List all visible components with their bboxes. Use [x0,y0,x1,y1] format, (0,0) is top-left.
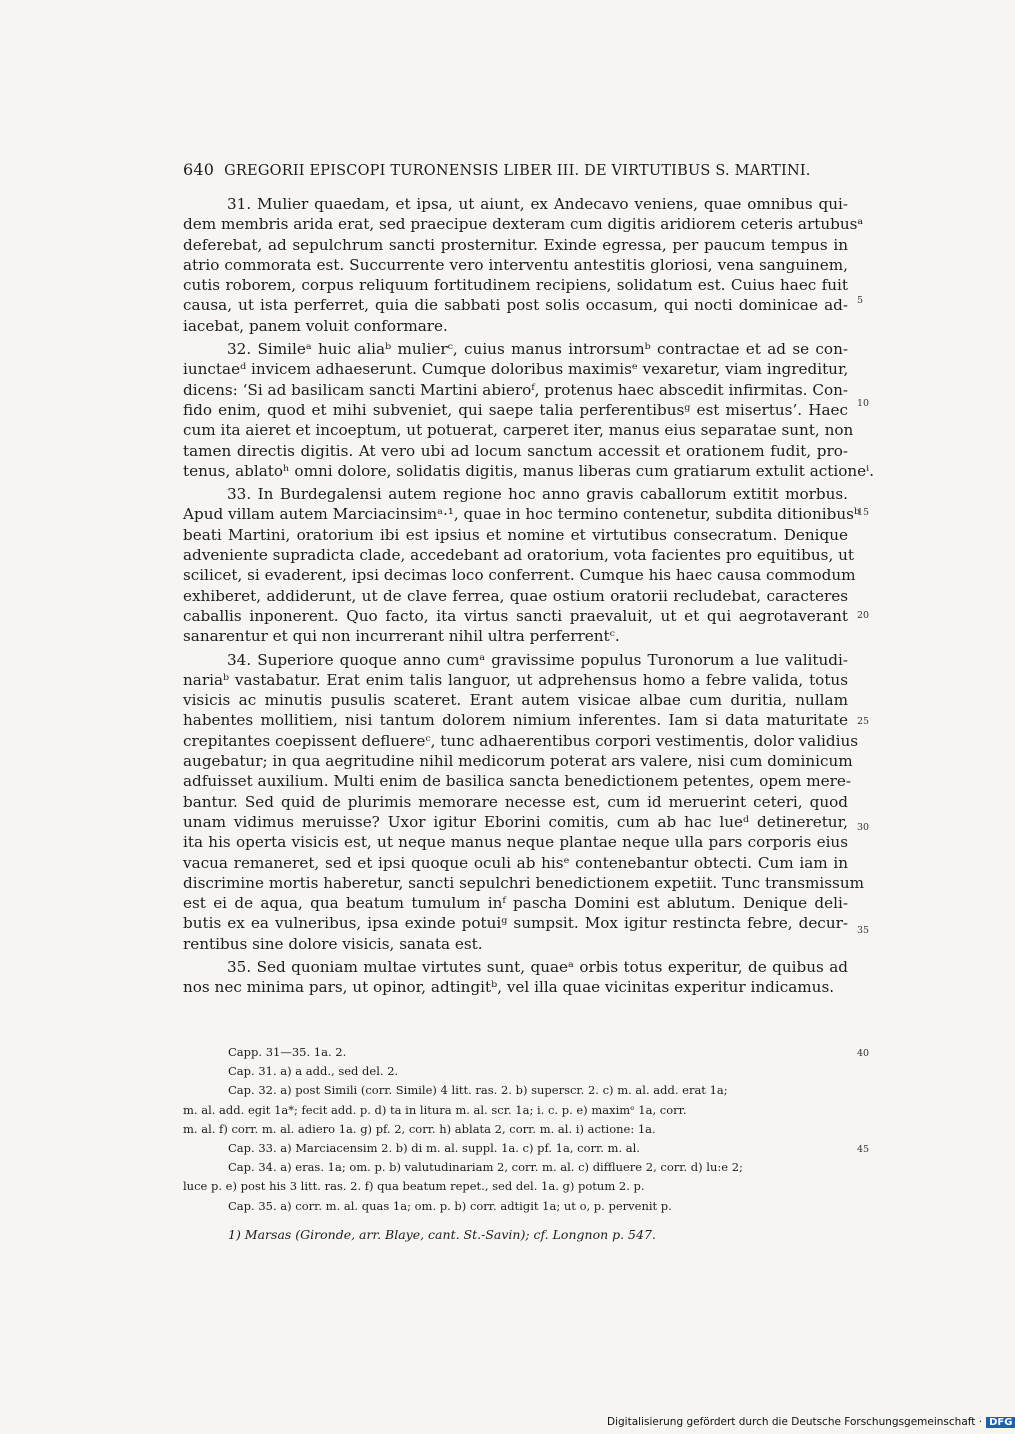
line-number: 5 [857,295,864,306]
text-line: habentes mollitiem, nisi tantum dolorem nimium inferentes. Iam si data maturitate [183,711,848,730]
text-line: causa, ut ista perferret, quia die sabbati post solis occasum, qui nocti dominicae ad- [183,296,848,315]
apparatus-line: m. al. add. egit 1a*; fecit add. p. d) ta in litura m. al. scr. 1a; i. c. p. e) maximᵉ 1a, corr. [183,1102,687,1117]
paragraph [183,194,864,336]
line-number: 10 [857,398,870,409]
text-line: iunctaeᵈ invicem adhaeserunt. Cumque doloribus maximisᵉ vexaretur, viam ingreditur, [183,360,849,379]
text-line: sanarentur et qui non incurrerant nihil ultra perferrentᶜ. [183,627,620,646]
dfg-logo: DFG [986,1417,1015,1428]
text-line: 35. Sed quoniam multae virtutes sunt, quaeᵃ orbis totus experitur, de quibus ad [227,957,848,976]
text-line: augebatur; in qua aegritudine nihil medicorum poterat ars valere, nisi cum dominicum [183,752,853,771]
apparatus-line: Cap. 31. a) a add., sed del. 2. [228,1064,399,1079]
apparatus-line: Cap. 34. a) eras. 1a; om. p. b) valutudinariam 2, corr. m. al. c) diffluere 2, corr. d) lu:e 2; [228,1160,743,1175]
text-line: crepitantes coepissent defluereᶜ, tunc adhaerentibus corpori vestimentis, dolor validius [183,731,859,750]
critical-apparatus [183,1043,848,1216]
text-line: tenus, ablatoʰ omni dolore, solidatis digitis, manus liberas cum gratiarum extulit actioneⁱ. [183,461,875,480]
text-line: nariaᵇ vastabatur. Erat enim talis languor, ut adprehensus homo a febre valida, totus [183,670,848,689]
paragraph [183,957,848,998]
line-number: 25 [857,716,870,727]
text-line: rentibus sine dolore visicis, sanata est. [183,934,483,953]
apparatus-line: Cap. 33. a) Marciacensim 2. b) di m. al. suppl. 1a. c) pf. 1a, corr. m. al. [228,1140,640,1155]
text-line: butis ex ea vulneribus, ipsa exinde potuiᵍ sumpsit. Mox igitur restincta febre, decur- [183,914,848,933]
text-line: dicens: ‘Si ad basilicam sancti Martini abieroᶠ, protenus haec abscedit infirmitas. Con- [183,380,849,399]
text-line: vacua remaneret, sed et ipsi quoque oculi ab hisᵉ contenebantur obtecti. Cum iam in [183,853,848,872]
text-line: visicis ac minutis pusulis scateret. Erant autem visicae albae cum duritia, nullam [183,691,848,710]
text-line: scilicet, si evaderent, ipsi decimas loco conferrent. Cumque his haec causa commodum [183,566,856,585]
credit-text: Digitalisierung gefördert durch die Deutsche Forschungsgemeinschaft · [607,1416,983,1428]
line-number: 30 [857,822,870,833]
text-line: caballis inponerent. Quo facto, ita virtus sancti praevaluit, ut et qui aegrotaverant [183,606,848,625]
text-line: bantur. Sed quid de plurimis memorare necesse est, cum id meruerint ceteri, quod [183,792,848,811]
text-line: fido enim, quod et mihi subveniet, qui saepe talia perferentibusᵍ est misertus’. Haec [183,400,848,419]
apparatus-line: Cap. 32. a) post Simili (corr. Simile) 4 litt. ras. 2. b) superscr. 2. c) m. al. add. erat 1a; [228,1083,728,1098]
text-line: nos nec minima pars, ut opinor, adtingitᵇ, vel illa quae vicinitas experitur indicamus. [183,978,835,997]
paragraph [183,484,860,646]
text-line: 31. Mulier quaedam, et ipsa, ut aiunt, ex Andecavo veniens, quae omnibus qui- [227,195,848,213]
text-line: exhiberet, addiderunt, ut de clave ferrea, quae ostium oratorii recludebat, caracteres [183,586,848,605]
text-line: est ei de aqua, qua beatum tumulum inᶠ pascha Domini est ablutum. Denique deli- [183,894,848,913]
apparatus-line-number: 45 [857,1144,870,1155]
text-line: Apud villam autem Marciacinsimᵃ·¹, quae in hoc termino contenetur, subdita ditionibusᵇ [183,505,860,524]
text-line: cutis roborem, corpus reliquum fortitudinem recipiens, solidatum est. Cuius haec fuit [183,276,848,295]
text-line: unam vidimus meruisse? Uxor igitur Eborini comitis, cum ab hac lueᵈ detineretur, [183,812,848,831]
apparatus-line: Cap. 35. a) corr. m. al. quas 1a; om. p. b) corr. adtigit 1a; ut o, p. pervenit p. [228,1198,672,1213]
line-number: 15 [857,507,870,518]
apparatus-line: luce p. e) post his 3 litt. ras. 2. f) qua beatum repet., sed del. 1a. g) potum 2. p. [183,1179,645,1194]
text-line: atrio commorata est. Succurrente vero interventu antestitis gloriosi, vena sanguinem, [183,255,848,274]
apparatus-line: m. al. f) corr. m. al. adiero 1a. g) pf. 2, corr. h) ablata 2, corr. m. al. i) actione: 1a. [183,1121,656,1136]
running-header [183,160,848,179]
text-line: 33. In Burdegalensi autem regione hoc anno gravis caballorum extitit morbus. [227,485,848,504]
text-line: discrimine mortis haberetur, sancti sepulchri benedictionem expetiit. Tunc transmissum [183,873,865,892]
text-line: iacebat, panem voluit conformare. [183,316,448,335]
text-line: beati Martini, oratorium ibi est ipsius et nomine et virtutibus consecratum. Denique [183,525,848,544]
text-line: ita his operta visicis est, ut neque manus neque plantae neque ulla pars corporis eius [183,833,848,852]
running-title: GREGORII EPISCOPI TURONENSIS LIBER III. DE VIRTUTIBUS S. MARTINI. [224,163,811,179]
page-number: 640 [183,160,215,179]
text-line: adveniente supradicta clade, accedebant ad oratorium, vota facientes pro equitibus, ut [183,546,854,565]
line-number: 20 [857,610,870,621]
text-line: tamen directis digitis. At vero ubi ad locum sanctum accessit et orationem fudit, pro- [183,441,848,460]
footnote: 1) Marsas (Gironde, arr. Blaye, cant. St.-Savin); cf. Longnon p. 547. [228,1227,656,1242]
apparatus-line: Capp. 31—35. 1a. 2. [228,1045,347,1059]
text-line: 32. Simileᵃ huic aliaᵇ mulierᶜ, cuius manus introrsumᵇ contractae et ad se con- [227,340,848,359]
line-number: 35 [857,925,870,936]
digitization-credit [607,1416,1015,1428]
text-line: 34. Superiore quoque anno cumᵃ gravissime populus Turonorum a lue valitudi- [227,650,848,669]
text-line: deferebat, ad sepulchrum sancti prosternitur. Exinde egressa, per paucum tempus in [183,235,848,254]
text-line: cum ita aieret et incoeptum, ut potuerat, carperet iter, manus eius separatae sunt, non [183,421,854,440]
apparatus-line-number: 40 [857,1048,870,1059]
text-line: dem membris arida erat, sed praecipue dexteram cum digitis aridiorem ceteris artubusᵃ [183,215,864,234]
text-line: adfuisset auxilium. Multi enim de basilica sancta benedictionem petentes, opem mere- [183,772,852,791]
